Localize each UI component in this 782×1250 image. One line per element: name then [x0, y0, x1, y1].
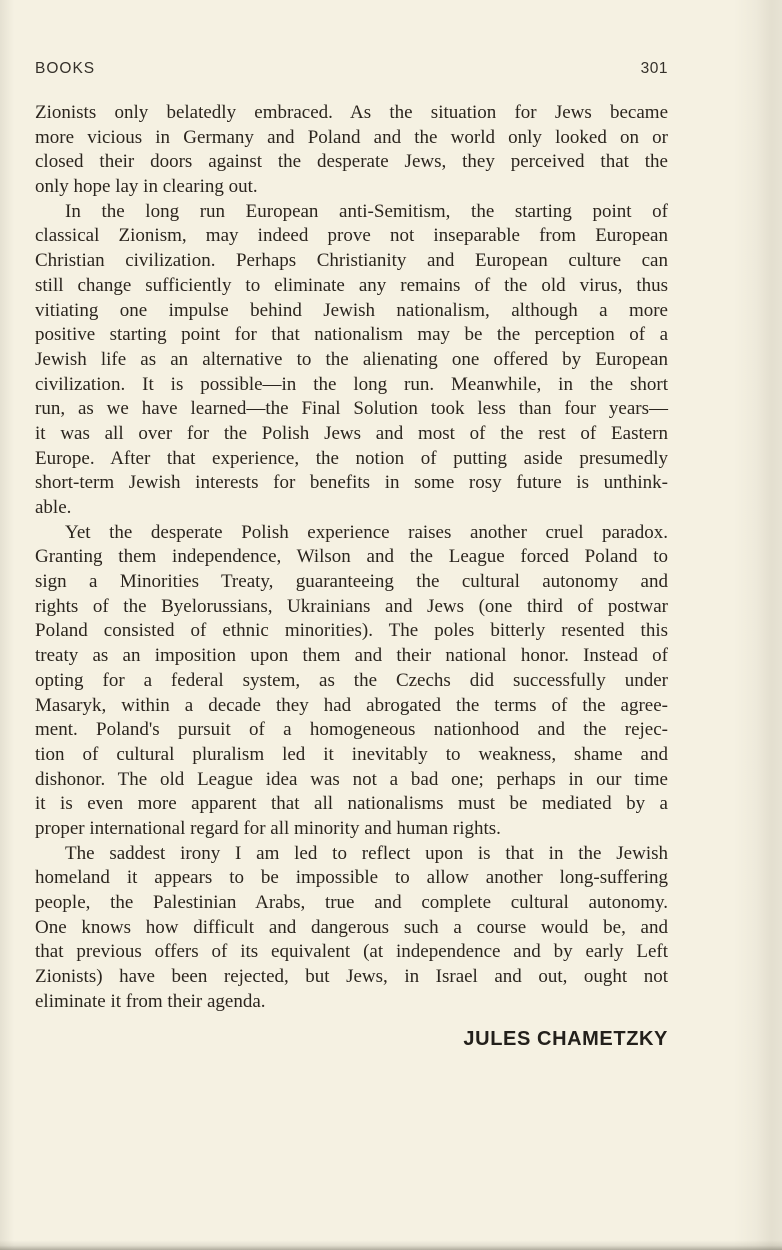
text-line: sign a Minorities Treaty, guaranteeing the cultural autonomy and [35, 571, 668, 593]
paragraph [35, 101, 668, 200]
text-line: The saddest irony I am led to reflect upon is that in the Jewish [65, 842, 668, 864]
text-line: Europe. After that experience, the notion of putting aside presumedly [35, 447, 668, 469]
text-line: Masaryk, within a decade they had abrogated the terms of the agree- [35, 694, 668, 716]
text-line: only hope lay in clearing out. [35, 176, 258, 198]
paragraph [35, 521, 668, 842]
text-line: Zionists) have been rejected, but Jews, in Israel and out, ought not [35, 966, 668, 988]
text-line: ment. Poland's pursuit of a homogeneous nationhood and the rejec- [35, 719, 668, 741]
page-left-edge-shadow [0, 0, 14, 1250]
text-line: that previous offers of its equivalent (at independence and by early Left [35, 941, 668, 963]
text-line: it is even more apparent that all nationalisms must be mediated by a [35, 793, 668, 815]
text-line: Granting them independence, Wilson and the League forced Poland to [35, 546, 668, 568]
text-line: able. [35, 497, 72, 518]
author-byline: JULES CHAMETZKY [463, 1028, 668, 1050]
text-line: eliminate it from their agenda. [35, 990, 266, 1012]
text-line: rights of the Byelorussians, Ukrainians and Jews (one third of postwar [35, 595, 668, 617]
text-line: proper international regard for all minority and human rights. [35, 817, 501, 839]
text-line: dishonor. The old League idea was not a bad one; perhaps in our time [35, 768, 668, 790]
text-line: Jewish life as an alternative to the alienating one offered by European [35, 348, 668, 370]
text-line: it was all over for the Polish Jews and most of the rest of Eastern [35, 422, 668, 444]
body-text [35, 101, 668, 1014]
text-line: short-term Jewish interests for benefits in some rosy future is unthink- [35, 472, 668, 494]
text-line: treaty as an imposition upon them and their national honor. Instead of [35, 645, 668, 667]
paragraph [35, 200, 668, 521]
running-header [35, 60, 668, 78]
text-line: positive starting point for that nationalism may be the perception of a [35, 324, 668, 346]
text-line: homeland it appears to be impossible to allow another long-suffering [35, 867, 668, 889]
text-line: In the long run European anti-Semitism, the starting point of [65, 200, 668, 222]
text-line: tion of cultural pluralism led it inevitably to weakness, shame and [35, 743, 668, 765]
page-number: 301 [640, 60, 668, 77]
text-line: vitiating one impulse behind Jewish nationalism, although a more [35, 299, 668, 321]
text-line: closed their doors against the desperate Jews, they perceived that the [35, 151, 668, 173]
text-line: Christian civilization. Perhaps Christianity and European culture can [35, 250, 668, 272]
text-line: people, the Palestinian Arabs, true and complete cultural autonomy. [35, 892, 668, 913]
text-line: run, as we have learned—the Final Solution took less than four years— [35, 398, 668, 420]
text-line: civilization. It is possible—in the long run. Meanwhile, in the short [35, 373, 668, 395]
text-line: still change sufficiently to eliminate any remains of the old virus, thus [35, 274, 668, 296]
text-line: One knows how difficult and dangerous such a course would be, and [35, 916, 668, 938]
text-line: Zionists only belatedly embraced. As the situation for Jews became [35, 102, 668, 123]
paragraph [35, 842, 668, 1015]
header-section-title: BOOKS [35, 60, 96, 77]
text-line: Poland consisted of ethnic minorities). The poles bitterly resented this [35, 620, 668, 642]
text-line: Yet the desperate Polish experience raises another cruel paradox. [65, 521, 668, 543]
text-line: classical Zionism, may indeed prove not inseparable from European [35, 225, 668, 247]
text-line: opting for a federal system, as the Czechs did successfully under [35, 669, 668, 691]
text-line: more vicious in Germany and Poland and the world only looked on or [35, 126, 668, 148]
